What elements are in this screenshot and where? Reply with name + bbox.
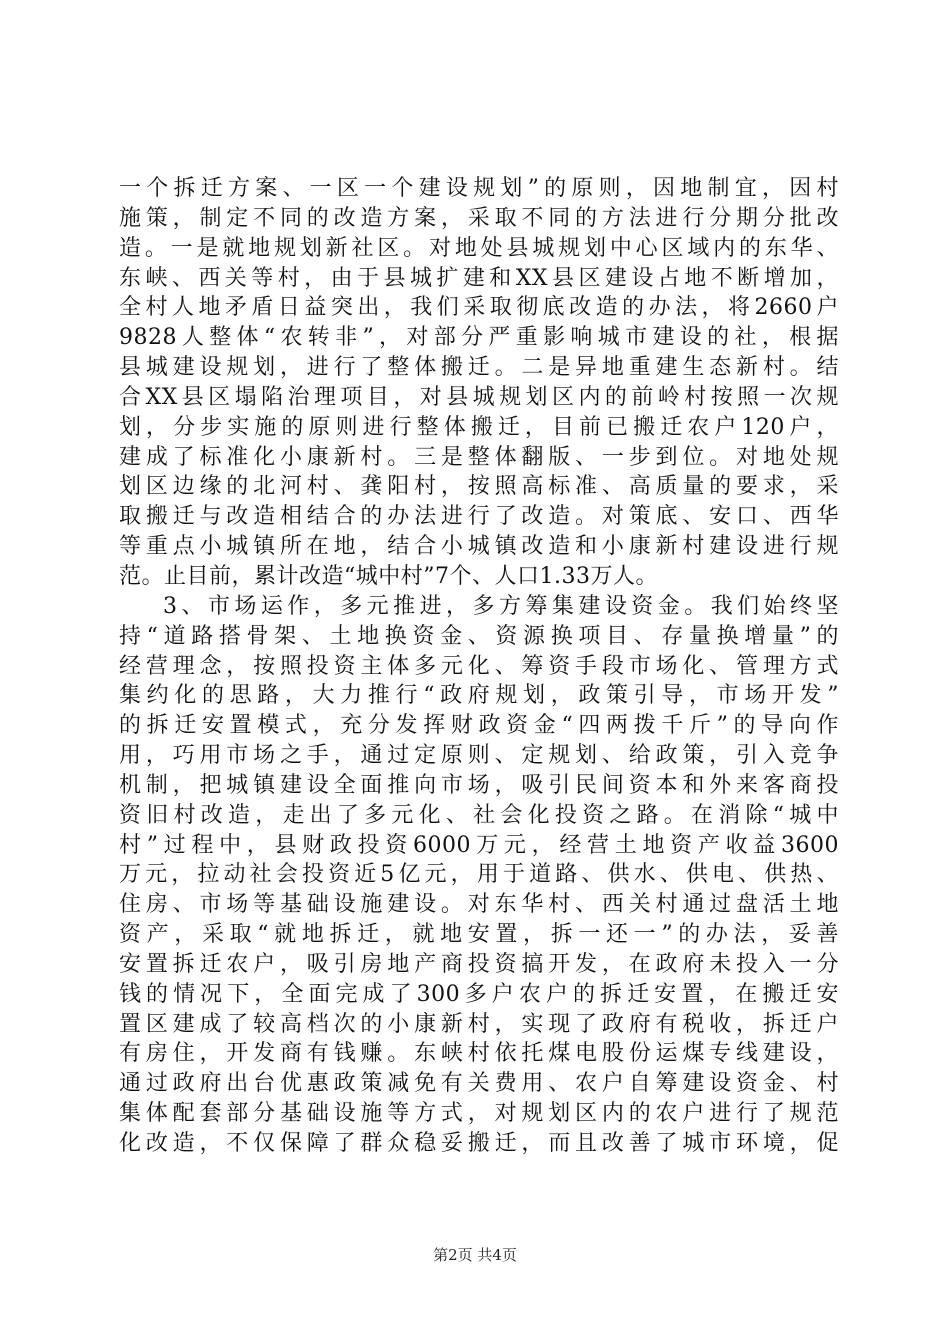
text-line: 集约化的思路，大力推行“政府规划，政策引导，市场开发” <box>119 683 839 709</box>
text-line: 有房住，开发商有钱赚。东峡村依托煤电股份运煤专线建设， <box>119 1041 839 1067</box>
body-text <box>119 174 839 1159</box>
text-line: 东峡、西关等村，由于县城扩建和XX县区建设占地不断增加， <box>119 265 839 291</box>
text-line: 住房、市场等基础设施建设。对东华村、西关村通过盘活土地 <box>119 892 839 918</box>
text-line: 建成了标准化小康新村。三是整体翻版、一步到位。对地处规 <box>119 444 839 470</box>
text-line: 施策，制定不同的改造方案，采取不同的方法进行分期分批改 <box>119 205 839 231</box>
text-line: 村”过程中，县财政投资6000万元，经营土地资产收益3600 <box>119 832 839 858</box>
text-line: 9828人整体“农转非”，对部分严重影响城市建设的社，根据 <box>119 325 839 351</box>
text-line: 用，巧用市场之手，通过定原则、定规划、给政策，引入竞争 <box>119 743 839 769</box>
text-line: 集体配套部分基础设施等方式，对规划区内的农户进行了规范 <box>119 1101 839 1127</box>
text-line: 划区边缘的北河村、龚阳村，按照高标准、高质量的要求，采 <box>119 474 839 500</box>
text-line: 资产，采取“就地拆迁，就地安置，拆一还一”的办法，妥善 <box>119 922 839 948</box>
text-line: 化改造，不仅保障了群众稳妥搬迁，而且改善了城市环境，促 <box>119 1131 839 1156</box>
text-line: 范。止目前，累计改造“城中村”7个、人口1.33万人。 <box>119 563 658 589</box>
text-line: 合XX县区塌陷治理项目，对县城规划区内的前岭村按照一次规 <box>119 384 839 410</box>
text-line: 取搬迁与改造相结合的办法进行了改造。对策底、安口、西华 <box>119 504 839 530</box>
text-line: 安置拆迁农户，吸引房地产商投资搞开发，在政府未投入一分 <box>119 951 839 977</box>
text-line: 的拆迁安置模式，充分发挥财政资金“四两拨千斤”的导向作 <box>119 713 839 739</box>
text-line: 一个拆迁方案、一区一个建设规划”的原则，因地制宜，因村 <box>119 176 839 201</box>
text-line: 钱的情况下，全面完成了300多户农户的拆迁安置，在搬迁安 <box>119 981 839 1007</box>
page-footer <box>0 1244 950 1265</box>
text-line: 等重点小城镇所在地，结合小城镇改造和小康新村建设进行规 <box>119 534 839 560</box>
paragraph-start-line: 3、市场运作，多元推进，多方筹集建设资金。我们始终坚 <box>163 593 839 619</box>
text-line: 资旧村改造，走出了多元化、社会化投资之路。在消除“城中 <box>119 802 839 828</box>
text-line: 机制，把城镇建设全面推向市场，吸引民间资本和外来客商投 <box>119 772 839 798</box>
text-line: 造。一是就地规划新社区。对地处县城规划中心区域内的东华、 <box>119 235 839 261</box>
text-line: 置区建成了较高档次的小康新村，实现了政府有税收，拆迁户 <box>119 1011 839 1037</box>
text-line: 通过政府出台优惠政策减免有关费用、农户自筹建设资金、村 <box>119 1071 839 1097</box>
text-line: 经营理念，按照投资主体多元化、筹资手段市场化、管理方式 <box>119 653 839 679</box>
text-line: 全村人地矛盾日益突出，我们采取彻底改造的办法，将2660户 <box>119 295 839 321</box>
text-line: 划，分步实施的原则进行整体搬迁，目前已搬迁农户120户， <box>119 414 839 440</box>
text-line: 万元，拉动社会投资近5亿元，用于道路、供水、供电、供热、 <box>119 862 839 888</box>
page-number-label: 第2页 共4页 <box>433 1246 517 1264</box>
text-line: 持“道路搭骨架、土地换资金、资源换项目、存量换增量”的 <box>119 623 839 649</box>
text-line: 县城建设规划，进行了整体搬迁。二是异地重建生态新村。结 <box>119 355 839 381</box>
